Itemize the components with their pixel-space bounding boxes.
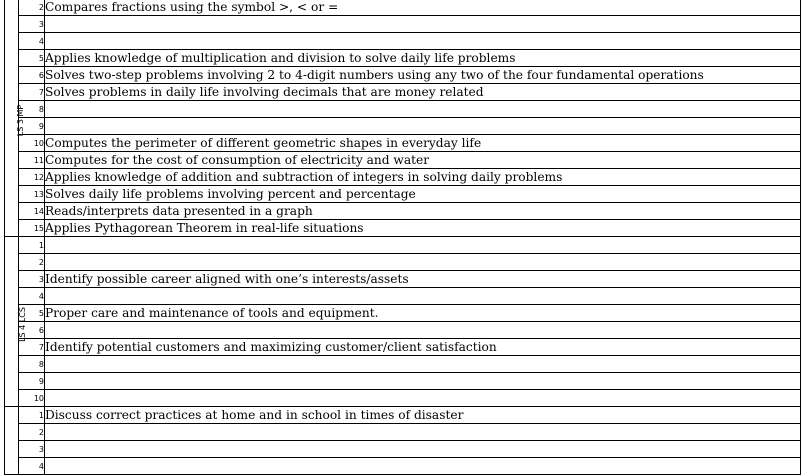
competency-table-body <box>5 0 801 475</box>
table-row <box>5 271 801 288</box>
row-number: 7 <box>19 339 45 356</box>
competency-text <box>45 33 801 50</box>
competency-text: Applies knowledge of addition and subtraction of integers in solving daily problems <box>45 169 801 186</box>
row-number: 5 <box>19 50 45 67</box>
row-number: 11 <box>19 152 45 169</box>
competency-text <box>45 424 801 441</box>
competency-text <box>45 118 801 135</box>
table-row <box>5 67 801 84</box>
competency-text <box>45 458 801 475</box>
row-number: 5 <box>19 305 45 322</box>
row-number: 9 <box>19 118 45 135</box>
group-label-cell <box>5 407 19 475</box>
row-number: 3 <box>19 271 45 288</box>
row-number: 12 <box>19 169 45 186</box>
table-row <box>5 220 801 237</box>
table-row <box>5 50 801 67</box>
table-row <box>5 373 801 390</box>
table-row <box>5 101 801 118</box>
competency-text <box>45 101 801 118</box>
competency-text: Solves problems in daily life involving decimals that are money related <box>45 84 801 101</box>
competency-text: Solves daily life problems involving percent and percentage <box>45 186 801 203</box>
row-number: 4 <box>19 33 45 50</box>
row-number: 2 <box>19 254 45 271</box>
row-number: 6 <box>19 67 45 84</box>
row-number: 3 <box>19 441 45 458</box>
competency-text <box>45 356 801 373</box>
table-row <box>5 390 801 407</box>
competency-text: Solves two-step problems involving 2 to 4-digit numbers using any two of the four fundamental operations <box>45 67 801 84</box>
table-row <box>5 458 801 475</box>
table-row <box>5 152 801 169</box>
competency-text: Identify potential customers and maximizing customer/client satisfaction <box>45 339 801 356</box>
table-row <box>5 33 801 50</box>
row-number: 1 <box>19 407 45 424</box>
table-row <box>5 356 801 373</box>
competency-text: Discuss correct practices at home and in school in times of disaster <box>45 407 801 424</box>
table-row <box>5 339 801 356</box>
table-row <box>5 203 801 220</box>
table-row <box>5 118 801 135</box>
competency-text <box>45 237 801 254</box>
table-row <box>5 169 801 186</box>
table-row <box>5 186 801 203</box>
competency-text: Computes the perimeter of different geometric shapes in everyday life <box>45 135 801 152</box>
table-row <box>5 16 801 33</box>
competency-text <box>45 322 801 339</box>
competency-text <box>45 254 801 271</box>
row-number: 8 <box>19 356 45 373</box>
table-row <box>5 237 801 254</box>
table-row <box>5 424 801 441</box>
competency-text <box>45 288 801 305</box>
group-label: LS 4 LCS <box>17 307 27 342</box>
table-row <box>5 135 801 152</box>
table-row <box>5 288 801 305</box>
table-row <box>5 254 801 271</box>
group-label-cell <box>5 237 27 407</box>
group-label-cell <box>5 0 26 237</box>
row-number: 2 <box>19 424 45 441</box>
row-number: 3 <box>19 16 45 33</box>
competency-text: Reads/interprets data presented in a graph <box>45 203 801 220</box>
row-number: 10 <box>19 390 45 407</box>
competency-text <box>45 441 801 458</box>
competency-text <box>45 16 801 33</box>
row-number: 2 <box>19 0 45 16</box>
competency-text: Applies knowledge of multiplication and division to solve daily life problems <box>45 50 801 67</box>
row-number: 7 <box>19 84 45 101</box>
row-number: 1 <box>19 237 45 254</box>
row-number: 15 <box>19 220 45 237</box>
row-number: 13 <box>19 186 45 203</box>
row-number: 4 <box>19 288 45 305</box>
row-number: 10 <box>19 135 45 152</box>
competency-text: Applies Pythagorean Theorem in real-life situations <box>45 220 801 237</box>
competency-text: Proper care and maintenance of tools and equipment. <box>45 305 801 322</box>
table-row <box>5 84 801 101</box>
competency-text: Identify possible career aligned with one’s interests/assets <box>45 271 801 288</box>
table-row <box>5 407 801 424</box>
competency-text: Computes for the cost of consumption of electricity and water <box>45 152 801 169</box>
competency-text <box>45 373 801 390</box>
table-row <box>5 322 801 339</box>
table-row <box>5 0 801 16</box>
row-number: 8 <box>19 101 45 118</box>
table-row <box>5 441 801 458</box>
row-number: 6 <box>19 322 45 339</box>
table-row <box>5 305 801 322</box>
group-label: LS 3 MP <box>16 104 26 137</box>
row-number: 14 <box>19 203 45 220</box>
row-number: 9 <box>19 373 45 390</box>
competency-text <box>45 390 801 407</box>
row-number: 4 <box>19 458 45 475</box>
competency-table <box>4 0 801 475</box>
competency-text: Compares fractions using the symbol >, < or = <box>45 0 801 16</box>
